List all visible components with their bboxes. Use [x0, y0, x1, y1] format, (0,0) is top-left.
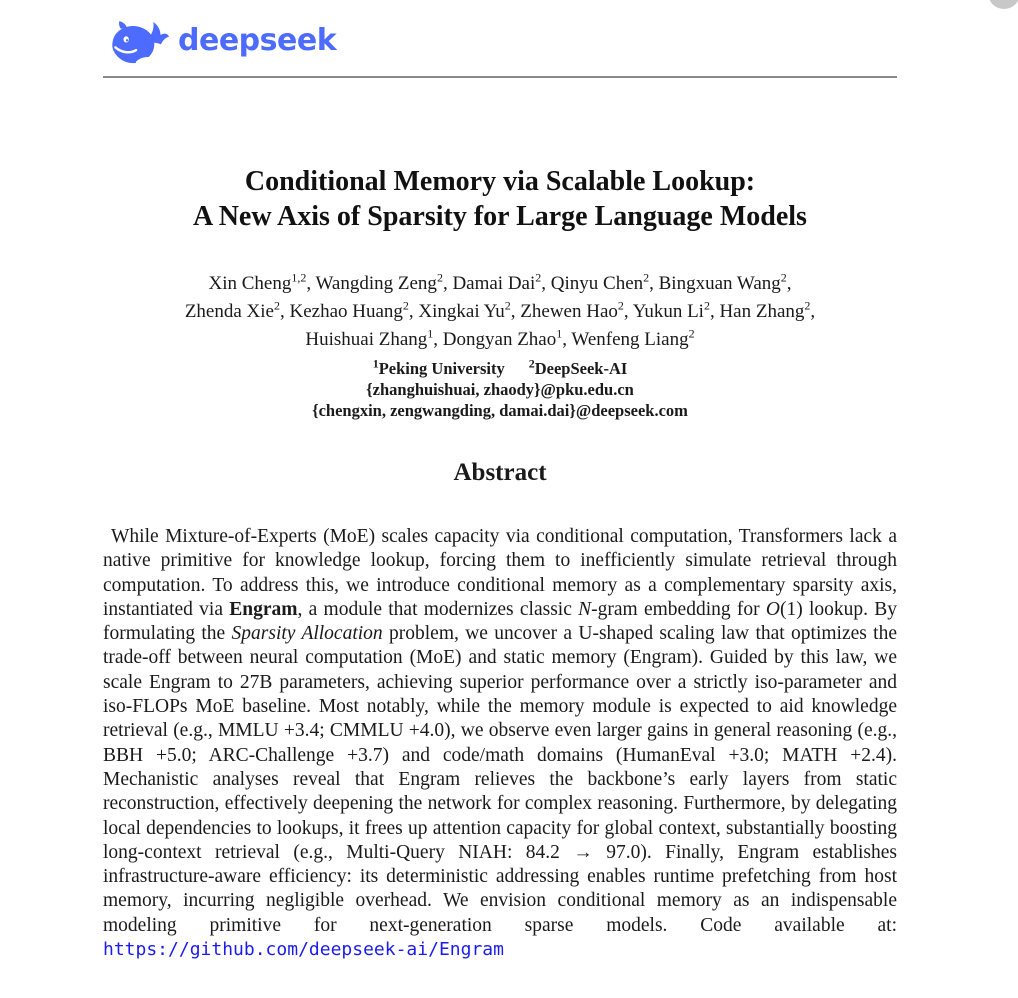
author-affiliation-superscript: 1	[427, 326, 434, 341]
abstract-segment-ngram-italic: N	[578, 598, 592, 620]
abstract-segment: problem, we uncover a U-shaped scaling law that optimizes the trade-off between neural computation (MoE) and static memory (Engram). Guided by this law, we scale Engram to 27B parameters, achieving superior performance over a strictly iso-parameter and iso-FLOPs MoE baseline. Most notably, while the memory module is expected to aid knowledge retrieval (e.g., MMLU +3.4; CMMLU +4.0), we observe even larger gains in general reasoning (e.g., BBH +5.0; ARC-Challenge +3.7) and code/math domains (HumanEval +3.0; MATH +2.4). Mechanistic analyses reveal that Engram relieves the backbone’s early layers from static reconstruction, effectively deepening the network for complex reasoning. Furthermore, by delegating local dependencies to lookups, it frees up attention capacity for global context, substantially boosting long-context retrieval (e.g., Multi-Query NIAH: 84.2 → 97.0). Finally, Engram establishes infrastructure-aware efficiency: its deterministic addressing enables runtime prefetching from host memory, incurring negligible overhead. We envision conditional memory as an indispensable modeling primitive for next-generation sparse models. Code available at:	[103, 623, 897, 936]
author-separator: ,	[279, 301, 290, 322]
paper-title-line2: A New Axis of Sparsity for Large Language Models	[193, 201, 807, 232]
author-name: Huishuai Zhang	[305, 329, 428, 350]
scrollbar-thumb[interactable]	[988, 0, 1018, 9]
author-name: Han Zhang	[719, 301, 805, 322]
abstract-segment-bigO-italic: O	[765, 598, 780, 620]
author	[305, 326, 443, 350]
author	[550, 270, 659, 294]
email-line-pku: {zhanghuishuai, zhaody}@pku.edu.cn	[366, 380, 634, 399]
author	[442, 326, 572, 350]
author-affiliation-superscript: 2	[504, 298, 511, 313]
author	[418, 298, 521, 322]
author	[184, 298, 290, 322]
deepseek-logo	[103, 18, 897, 68]
author-line-3	[103, 326, 897, 354]
author-separator: ,	[408, 301, 419, 322]
contact-emails	[103, 379, 897, 421]
author	[208, 270, 316, 294]
affiliation-name: DeepSeek-AI	[534, 359, 628, 378]
paper-title	[103, 164, 897, 234]
author-affiliation-superscript: 1	[556, 326, 563, 341]
author-affiliation-superscript: 2	[617, 298, 624, 313]
abstract-segment: While Mixture-of-Experts (MoE) scales capacity via conditional computation, Transformers lack a native primitive for knowledge lookup, forcing them to inefficiently simulate retrieval through computation. To address this, we introduce conditional memory as a complementary sparsity axis, instantiated via	[103, 526, 897, 620]
logo-wordmark: deepseek	[178, 23, 337, 58]
author-name: Xin Cheng	[208, 273, 292, 294]
author	[315, 270, 453, 294]
author-affiliation-superscript: 2	[535, 270, 542, 285]
abstract-segment: -gram embedding for	[591, 598, 766, 620]
email-line-deepseek: {chengxin, zengwangding, damai.dai}@deepseek.com	[312, 401, 688, 420]
author-separator: ,	[786, 273, 792, 294]
author-separator: ,	[541, 273, 551, 294]
author-name: Wangding Zeng	[315, 273, 437, 294]
author-affiliation-superscript: 2	[780, 270, 787, 285]
author	[658, 270, 792, 294]
abstract-segment: (1) lookup. By formulating the	[103, 598, 898, 645]
author-affiliation-superscript: 2	[643, 270, 650, 285]
author-line-1	[103, 270, 897, 298]
author-line-2	[103, 298, 897, 326]
author-name: Yukun Li	[632, 301, 704, 322]
author-name: Kezhao Huang	[289, 301, 403, 322]
paper-title-line1: Conditional Memory via Scalable Lookup:	[244, 166, 756, 197]
author-separator: ,	[562, 329, 572, 350]
header-divider	[103, 76, 897, 78]
author	[719, 298, 816, 322]
author-name: Dongyan Zhao	[442, 329, 557, 350]
author-name: Qinyu Chen	[550, 273, 644, 294]
deepseek-whale-icon	[111, 20, 169, 66]
author-affiliation-superscript: 2	[804, 298, 811, 313]
author-name: Damai Dai	[452, 273, 536, 294]
affiliation-superscript: 1	[372, 356, 379, 371]
author-affiliation-superscript: 2	[436, 270, 443, 285]
author-separator: ,	[510, 301, 521, 322]
author-name: Zhenda Xie	[184, 301, 274, 322]
affiliation-superscript: 2	[528, 356, 535, 371]
author-name: Xingkai Yu	[418, 301, 505, 322]
author-separator: ,	[649, 273, 659, 294]
author-affiliation-superscript: 2	[703, 298, 710, 313]
abstract-segment: , a module that modernizes classic	[297, 598, 579, 620]
affiliations-line	[103, 358, 897, 379]
author-separator: ,	[433, 329, 443, 350]
author	[289, 298, 419, 322]
abstract-segment-sparsity-allocation-italic: Sparsity Allocation	[231, 623, 383, 645]
author-name: Wenfeng Liang	[571, 329, 689, 350]
github-repo-link[interactable]: https://github.com/deepseek-ai/Engram	[103, 939, 504, 961]
author-name: Zhewen Hao	[520, 301, 618, 322]
author-separator: ,	[623, 301, 633, 322]
abstract-heading: Abstract	[453, 459, 547, 486]
author	[452, 270, 551, 294]
author	[571, 326, 695, 350]
author-list	[103, 270, 897, 354]
author-affiliation-superscript: 2	[402, 298, 409, 313]
abstract-paragraph	[103, 525, 897, 962]
author-separator: ,	[442, 273, 453, 294]
affiliation-name: Peking University	[378, 359, 505, 378]
paper-page-content	[103, 0, 897, 962]
author-separator: ,	[306, 273, 316, 294]
author	[632, 298, 720, 322]
author-affiliation-superscript: 1,2	[291, 270, 307, 285]
author-separator: ,	[709, 301, 720, 322]
author	[520, 298, 633, 322]
author-name: Bingxuan Wang	[658, 273, 781, 294]
author-separator: ,	[810, 301, 816, 322]
author-affiliation-superscript: 2	[688, 326, 695, 341]
author-affiliation-superscript: 2	[273, 298, 280, 313]
abstract-segment-engram-bold: Engram	[229, 598, 298, 620]
